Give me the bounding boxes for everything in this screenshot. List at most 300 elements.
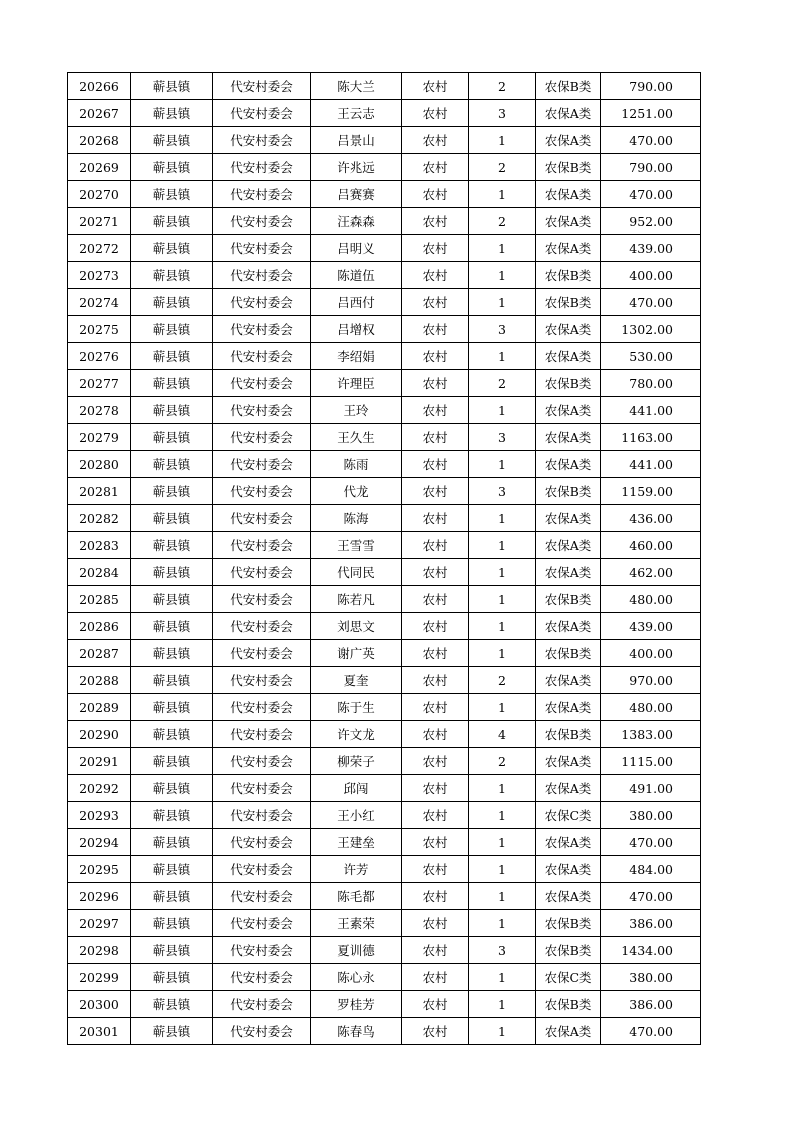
amount-cell: 491.00 bbox=[601, 775, 701, 802]
town-cell: 蕲县镇 bbox=[131, 505, 213, 532]
town-cell: 蕲县镇 bbox=[131, 100, 213, 127]
name-cell: 陈于生 bbox=[311, 694, 402, 721]
town-cell: 蕲县镇 bbox=[131, 316, 213, 343]
household-size-cell: 1 bbox=[469, 289, 536, 316]
area-type-cell: 农村 bbox=[402, 829, 469, 856]
household-size-cell: 3 bbox=[469, 478, 536, 505]
name-cell: 王建垒 bbox=[311, 829, 402, 856]
household-size-cell: 2 bbox=[469, 73, 536, 100]
area-type-cell: 农村 bbox=[402, 262, 469, 289]
table-row bbox=[68, 640, 701, 667]
area-type-cell: 农村 bbox=[402, 532, 469, 559]
insurance-category-cell: 农保A类 bbox=[536, 667, 601, 694]
area-type-cell: 农村 bbox=[402, 586, 469, 613]
area-type-cell: 农村 bbox=[402, 154, 469, 181]
town-cell: 蕲县镇 bbox=[131, 613, 213, 640]
area-type-cell: 农村 bbox=[402, 748, 469, 775]
name-cell: 王云志 bbox=[311, 100, 402, 127]
village-committee-cell: 代安村委会 bbox=[213, 910, 311, 937]
area-type-cell: 农村 bbox=[402, 667, 469, 694]
table-row bbox=[68, 424, 701, 451]
table-row bbox=[68, 694, 701, 721]
town-cell: 蕲县镇 bbox=[131, 235, 213, 262]
record-id-cell: 20275 bbox=[68, 316, 131, 343]
area-type-cell: 农村 bbox=[402, 694, 469, 721]
amount-cell: 460.00 bbox=[601, 532, 701, 559]
insurance-category-cell: 农保C类 bbox=[536, 802, 601, 829]
insurance-category-cell: 农保A类 bbox=[536, 424, 601, 451]
area-type-cell: 农村 bbox=[402, 505, 469, 532]
household-size-cell: 1 bbox=[469, 802, 536, 829]
record-id-cell: 20270 bbox=[68, 181, 131, 208]
town-cell: 蕲县镇 bbox=[131, 667, 213, 694]
village-committee-cell: 代安村委会 bbox=[213, 532, 311, 559]
household-size-cell: 1 bbox=[469, 505, 536, 532]
town-cell: 蕲县镇 bbox=[131, 478, 213, 505]
record-id-cell: 20289 bbox=[68, 694, 131, 721]
town-cell: 蕲县镇 bbox=[131, 721, 213, 748]
area-type-cell: 农村 bbox=[402, 73, 469, 100]
household-size-cell: 1 bbox=[469, 991, 536, 1018]
table-row bbox=[68, 586, 701, 613]
table-row bbox=[68, 262, 701, 289]
table-row bbox=[68, 667, 701, 694]
amount-cell: 470.00 bbox=[601, 1018, 701, 1045]
town-cell: 蕲县镇 bbox=[131, 532, 213, 559]
household-size-cell: 2 bbox=[469, 154, 536, 181]
area-type-cell: 农村 bbox=[402, 316, 469, 343]
area-type-cell: 农村 bbox=[402, 802, 469, 829]
name-cell: 谢广英 bbox=[311, 640, 402, 667]
amount-cell: 790.00 bbox=[601, 73, 701, 100]
town-cell: 蕲县镇 bbox=[131, 208, 213, 235]
amount-cell: 1302.00 bbox=[601, 316, 701, 343]
village-committee-cell: 代安村委会 bbox=[213, 100, 311, 127]
name-cell: 陈海 bbox=[311, 505, 402, 532]
village-committee-cell: 代安村委会 bbox=[213, 748, 311, 775]
record-id-cell: 20271 bbox=[68, 208, 131, 235]
village-committee-cell: 代安村委会 bbox=[213, 208, 311, 235]
record-id-cell: 20286 bbox=[68, 613, 131, 640]
amount-cell: 400.00 bbox=[601, 640, 701, 667]
insurance-category-cell: 农保A类 bbox=[536, 1018, 601, 1045]
table-row bbox=[68, 775, 701, 802]
amount-cell: 1383.00 bbox=[601, 721, 701, 748]
village-committee-cell: 代安村委会 bbox=[213, 505, 311, 532]
household-size-cell: 1 bbox=[469, 856, 536, 883]
household-size-cell: 1 bbox=[469, 127, 536, 154]
table-row bbox=[68, 181, 701, 208]
name-cell: 王小红 bbox=[311, 802, 402, 829]
amount-cell: 380.00 bbox=[601, 964, 701, 991]
table-row bbox=[68, 478, 701, 505]
record-id-cell: 20299 bbox=[68, 964, 131, 991]
record-id-cell: 20279 bbox=[68, 424, 131, 451]
insurance-category-cell: 农保A类 bbox=[536, 451, 601, 478]
town-cell: 蕲县镇 bbox=[131, 559, 213, 586]
town-cell: 蕲县镇 bbox=[131, 1018, 213, 1045]
table-row bbox=[68, 613, 701, 640]
record-id-cell: 20274 bbox=[68, 289, 131, 316]
name-cell: 陈大兰 bbox=[311, 73, 402, 100]
name-cell: 许芳 bbox=[311, 856, 402, 883]
insurance-category-cell: 农保A类 bbox=[536, 316, 601, 343]
area-type-cell: 农村 bbox=[402, 1018, 469, 1045]
amount-cell: 470.00 bbox=[601, 829, 701, 856]
table-row bbox=[68, 802, 701, 829]
town-cell: 蕲县镇 bbox=[131, 829, 213, 856]
name-cell: 汪森森 bbox=[311, 208, 402, 235]
area-type-cell: 农村 bbox=[402, 424, 469, 451]
insurance-category-cell: 农保A类 bbox=[536, 559, 601, 586]
area-type-cell: 农村 bbox=[402, 289, 469, 316]
record-id-cell: 20269 bbox=[68, 154, 131, 181]
household-size-cell: 1 bbox=[469, 775, 536, 802]
household-size-cell: 3 bbox=[469, 424, 536, 451]
name-cell: 李绍娟 bbox=[311, 343, 402, 370]
area-type-cell: 农村 bbox=[402, 100, 469, 127]
household-size-cell: 3 bbox=[469, 937, 536, 964]
insurance-category-cell: 农保B类 bbox=[536, 370, 601, 397]
household-size-cell: 2 bbox=[469, 748, 536, 775]
town-cell: 蕲县镇 bbox=[131, 451, 213, 478]
town-cell: 蕲县镇 bbox=[131, 73, 213, 100]
record-id-cell: 20291 bbox=[68, 748, 131, 775]
amount-cell: 380.00 bbox=[601, 802, 701, 829]
village-committee-cell: 代安村委会 bbox=[213, 154, 311, 181]
household-size-cell: 2 bbox=[469, 208, 536, 235]
area-type-cell: 农村 bbox=[402, 910, 469, 937]
town-cell: 蕲县镇 bbox=[131, 181, 213, 208]
insurance-category-cell: 农保A类 bbox=[536, 235, 601, 262]
record-id-cell: 20293 bbox=[68, 802, 131, 829]
insurance-category-cell: 农保A类 bbox=[536, 397, 601, 424]
name-cell: 吕赛赛 bbox=[311, 181, 402, 208]
name-cell: 罗桂芳 bbox=[311, 991, 402, 1018]
area-type-cell: 农村 bbox=[402, 775, 469, 802]
town-cell: 蕲县镇 bbox=[131, 424, 213, 451]
insurance-category-cell: 农保B类 bbox=[536, 478, 601, 505]
insurance-category-cell: 农保B类 bbox=[536, 721, 601, 748]
amount-cell: 484.00 bbox=[601, 856, 701, 883]
household-size-cell: 1 bbox=[469, 262, 536, 289]
town-cell: 蕲县镇 bbox=[131, 883, 213, 910]
household-size-cell: 1 bbox=[469, 397, 536, 424]
household-size-cell: 1 bbox=[469, 694, 536, 721]
village-committee-cell: 代安村委会 bbox=[213, 694, 311, 721]
household-size-cell: 1 bbox=[469, 640, 536, 667]
household-size-cell: 1 bbox=[469, 559, 536, 586]
amount-cell: 1115.00 bbox=[601, 748, 701, 775]
record-id-cell: 20301 bbox=[68, 1018, 131, 1045]
record-id-cell: 20290 bbox=[68, 721, 131, 748]
record-id-cell: 20276 bbox=[68, 343, 131, 370]
insurance-category-cell: 农保A类 bbox=[536, 613, 601, 640]
name-cell: 邱闯 bbox=[311, 775, 402, 802]
household-size-cell: 1 bbox=[469, 910, 536, 937]
village-committee-cell: 代安村委会 bbox=[213, 235, 311, 262]
insurance-category-cell: 农保A类 bbox=[536, 532, 601, 559]
amount-cell: 470.00 bbox=[601, 127, 701, 154]
household-size-cell: 1 bbox=[469, 964, 536, 991]
town-cell: 蕲县镇 bbox=[131, 991, 213, 1018]
name-cell: 夏奎 bbox=[311, 667, 402, 694]
record-id-cell: 20267 bbox=[68, 100, 131, 127]
table-row bbox=[68, 991, 701, 1018]
amount-cell: 970.00 bbox=[601, 667, 701, 694]
amount-cell: 530.00 bbox=[601, 343, 701, 370]
table-row bbox=[68, 127, 701, 154]
amount-cell: 1251.00 bbox=[601, 100, 701, 127]
insurance-category-cell: 农保A类 bbox=[536, 343, 601, 370]
amount-cell: 470.00 bbox=[601, 289, 701, 316]
area-type-cell: 农村 bbox=[402, 964, 469, 991]
name-cell: 吕增权 bbox=[311, 316, 402, 343]
record-id-cell: 20272 bbox=[68, 235, 131, 262]
table-row bbox=[68, 289, 701, 316]
amount-cell: 386.00 bbox=[601, 991, 701, 1018]
area-type-cell: 农村 bbox=[402, 235, 469, 262]
village-committee-cell: 代安村委会 bbox=[213, 775, 311, 802]
village-committee-cell: 代安村委会 bbox=[213, 586, 311, 613]
name-cell: 许理臣 bbox=[311, 370, 402, 397]
record-id-cell: 20283 bbox=[68, 532, 131, 559]
village-committee-cell: 代安村委会 bbox=[213, 289, 311, 316]
record-id-cell: 20281 bbox=[68, 478, 131, 505]
amount-cell: 790.00 bbox=[601, 154, 701, 181]
area-type-cell: 农村 bbox=[402, 208, 469, 235]
name-cell: 代同民 bbox=[311, 559, 402, 586]
name-cell: 王素荣 bbox=[311, 910, 402, 937]
insurance-category-cell: 农保A类 bbox=[536, 208, 601, 235]
village-committee-cell: 代安村委会 bbox=[213, 127, 311, 154]
village-committee-cell: 代安村委会 bbox=[213, 451, 311, 478]
name-cell: 王雪雪 bbox=[311, 532, 402, 559]
table-row bbox=[68, 208, 701, 235]
amount-cell: 441.00 bbox=[601, 397, 701, 424]
insurance-category-cell: 农保B类 bbox=[536, 586, 601, 613]
household-size-cell: 2 bbox=[469, 370, 536, 397]
table-row bbox=[68, 559, 701, 586]
town-cell: 蕲县镇 bbox=[131, 586, 213, 613]
name-cell: 夏训德 bbox=[311, 937, 402, 964]
amount-cell: 1163.00 bbox=[601, 424, 701, 451]
table-row bbox=[68, 856, 701, 883]
insurance-category-cell: 农保A类 bbox=[536, 883, 601, 910]
record-id-cell: 20288 bbox=[68, 667, 131, 694]
town-cell: 蕲县镇 bbox=[131, 154, 213, 181]
table-row bbox=[68, 910, 701, 937]
village-committee-cell: 代安村委会 bbox=[213, 316, 311, 343]
town-cell: 蕲县镇 bbox=[131, 775, 213, 802]
village-committee-cell: 代安村委会 bbox=[213, 73, 311, 100]
table-row bbox=[68, 100, 701, 127]
name-cell: 柳荣子 bbox=[311, 748, 402, 775]
name-cell: 陈道伍 bbox=[311, 262, 402, 289]
village-committee-cell: 代安村委会 bbox=[213, 829, 311, 856]
table-row bbox=[68, 154, 701, 181]
village-committee-cell: 代安村委会 bbox=[213, 856, 311, 883]
record-id-cell: 20277 bbox=[68, 370, 131, 397]
record-id-cell: 20266 bbox=[68, 73, 131, 100]
table-row bbox=[68, 370, 701, 397]
household-size-cell: 1 bbox=[469, 829, 536, 856]
village-committee-cell: 代安村委会 bbox=[213, 1018, 311, 1045]
insurance-category-cell: 农保A类 bbox=[536, 127, 601, 154]
household-size-cell: 1 bbox=[469, 586, 536, 613]
record-id-cell: 20298 bbox=[68, 937, 131, 964]
household-size-cell: 3 bbox=[469, 100, 536, 127]
area-type-cell: 农村 bbox=[402, 991, 469, 1018]
insurance-category-cell: 农保A类 bbox=[536, 694, 601, 721]
record-id-cell: 20295 bbox=[68, 856, 131, 883]
table-row bbox=[68, 721, 701, 748]
town-cell: 蕲县镇 bbox=[131, 262, 213, 289]
insurance-category-cell: 农保B类 bbox=[536, 640, 601, 667]
town-cell: 蕲县镇 bbox=[131, 856, 213, 883]
area-type-cell: 农村 bbox=[402, 640, 469, 667]
insurance-category-cell: 农保B类 bbox=[536, 910, 601, 937]
table-row bbox=[68, 964, 701, 991]
area-type-cell: 农村 bbox=[402, 478, 469, 505]
table-row bbox=[68, 829, 701, 856]
insurance-category-cell: 农保A类 bbox=[536, 748, 601, 775]
record-id-cell: 20280 bbox=[68, 451, 131, 478]
village-committee-cell: 代安村委会 bbox=[213, 802, 311, 829]
amount-cell: 480.00 bbox=[601, 694, 701, 721]
area-type-cell: 农村 bbox=[402, 451, 469, 478]
table-row bbox=[68, 883, 701, 910]
name-cell: 许文龙 bbox=[311, 721, 402, 748]
name-cell: 陈若凡 bbox=[311, 586, 402, 613]
record-id-cell: 20282 bbox=[68, 505, 131, 532]
name-cell: 陈雨 bbox=[311, 451, 402, 478]
village-committee-cell: 代安村委会 bbox=[213, 937, 311, 964]
area-type-cell: 农村 bbox=[402, 181, 469, 208]
name-cell: 代龙 bbox=[311, 478, 402, 505]
area-type-cell: 农村 bbox=[402, 343, 469, 370]
village-committee-cell: 代安村委会 bbox=[213, 397, 311, 424]
name-cell: 陈心永 bbox=[311, 964, 402, 991]
village-committee-cell: 代安村委会 bbox=[213, 343, 311, 370]
area-type-cell: 农村 bbox=[402, 127, 469, 154]
household-size-cell: 1 bbox=[469, 343, 536, 370]
insurance-category-cell: 农保C类 bbox=[536, 964, 601, 991]
amount-cell: 439.00 bbox=[601, 613, 701, 640]
record-id-cell: 20273 bbox=[68, 262, 131, 289]
insurance-category-cell: 农保A类 bbox=[536, 100, 601, 127]
record-id-cell: 20300 bbox=[68, 991, 131, 1018]
area-type-cell: 农村 bbox=[402, 883, 469, 910]
table-row bbox=[68, 937, 701, 964]
insurance-category-cell: 农保B类 bbox=[536, 991, 601, 1018]
town-cell: 蕲县镇 bbox=[131, 343, 213, 370]
town-cell: 蕲县镇 bbox=[131, 802, 213, 829]
name-cell: 陈毛都 bbox=[311, 883, 402, 910]
name-cell: 许兆远 bbox=[311, 154, 402, 181]
table-row bbox=[68, 235, 701, 262]
area-type-cell: 农村 bbox=[402, 559, 469, 586]
village-committee-cell: 代安村委会 bbox=[213, 181, 311, 208]
insurance-category-cell: 农保A类 bbox=[536, 829, 601, 856]
name-cell: 王久生 bbox=[311, 424, 402, 451]
amount-cell: 1434.00 bbox=[601, 937, 701, 964]
amount-cell: 462.00 bbox=[601, 559, 701, 586]
name-cell: 刘思文 bbox=[311, 613, 402, 640]
amount-cell: 952.00 bbox=[601, 208, 701, 235]
household-size-cell: 1 bbox=[469, 235, 536, 262]
record-id-cell: 20284 bbox=[68, 559, 131, 586]
village-committee-cell: 代安村委会 bbox=[213, 883, 311, 910]
record-id-cell: 20296 bbox=[68, 883, 131, 910]
town-cell: 蕲县镇 bbox=[131, 937, 213, 964]
table-row bbox=[68, 532, 701, 559]
amount-cell: 470.00 bbox=[601, 883, 701, 910]
village-committee-cell: 代安村委会 bbox=[213, 559, 311, 586]
household-size-cell: 3 bbox=[469, 316, 536, 343]
record-id-cell: 20278 bbox=[68, 397, 131, 424]
village-committee-cell: 代安村委会 bbox=[213, 370, 311, 397]
village-committee-cell: 代安村委会 bbox=[213, 721, 311, 748]
name-cell: 吕西付 bbox=[311, 289, 402, 316]
village-committee-cell: 代安村委会 bbox=[213, 424, 311, 451]
household-size-cell: 1 bbox=[469, 181, 536, 208]
insurance-category-cell: 农保B类 bbox=[536, 262, 601, 289]
town-cell: 蕲县镇 bbox=[131, 370, 213, 397]
village-committee-cell: 代安村委会 bbox=[213, 640, 311, 667]
amount-cell: 386.00 bbox=[601, 910, 701, 937]
record-id-cell: 20287 bbox=[68, 640, 131, 667]
village-committee-cell: 代安村委会 bbox=[213, 478, 311, 505]
village-committee-cell: 代安村委会 bbox=[213, 964, 311, 991]
area-type-cell: 农村 bbox=[402, 721, 469, 748]
area-type-cell: 农村 bbox=[402, 370, 469, 397]
name-cell: 吕景山 bbox=[311, 127, 402, 154]
town-cell: 蕲县镇 bbox=[131, 640, 213, 667]
village-committee-cell: 代安村委会 bbox=[213, 991, 311, 1018]
town-cell: 蕲县镇 bbox=[131, 964, 213, 991]
area-type-cell: 农村 bbox=[402, 937, 469, 964]
town-cell: 蕲县镇 bbox=[131, 910, 213, 937]
table-row bbox=[68, 73, 701, 100]
insurance-category-cell: 农保A类 bbox=[536, 505, 601, 532]
town-cell: 蕲县镇 bbox=[131, 397, 213, 424]
insurance-category-cell: 农保A类 bbox=[536, 775, 601, 802]
insurance-category-cell: 农保B类 bbox=[536, 289, 601, 316]
household-size-cell: 1 bbox=[469, 532, 536, 559]
table-row bbox=[68, 451, 701, 478]
area-type-cell: 农村 bbox=[402, 856, 469, 883]
insurance-category-cell: 农保B类 bbox=[536, 73, 601, 100]
household-size-cell: 1 bbox=[469, 883, 536, 910]
amount-cell: 1159.00 bbox=[601, 478, 701, 505]
insurance-category-cell: 农保B类 bbox=[536, 937, 601, 964]
table-row bbox=[68, 505, 701, 532]
village-committee-cell: 代安村委会 bbox=[213, 613, 311, 640]
amount-cell: 780.00 bbox=[601, 370, 701, 397]
record-id-cell: 20292 bbox=[68, 775, 131, 802]
amount-cell: 470.00 bbox=[601, 181, 701, 208]
table-body bbox=[68, 73, 701, 1045]
insurance-category-cell: 农保A类 bbox=[536, 181, 601, 208]
table-row bbox=[68, 748, 701, 775]
name-cell: 王玲 bbox=[311, 397, 402, 424]
insurance-category-cell: 农保B类 bbox=[536, 154, 601, 181]
village-committee-cell: 代安村委会 bbox=[213, 262, 311, 289]
name-cell: 陈春鸟 bbox=[311, 1018, 402, 1045]
record-id-cell: 20268 bbox=[68, 127, 131, 154]
record-id-cell: 20294 bbox=[68, 829, 131, 856]
